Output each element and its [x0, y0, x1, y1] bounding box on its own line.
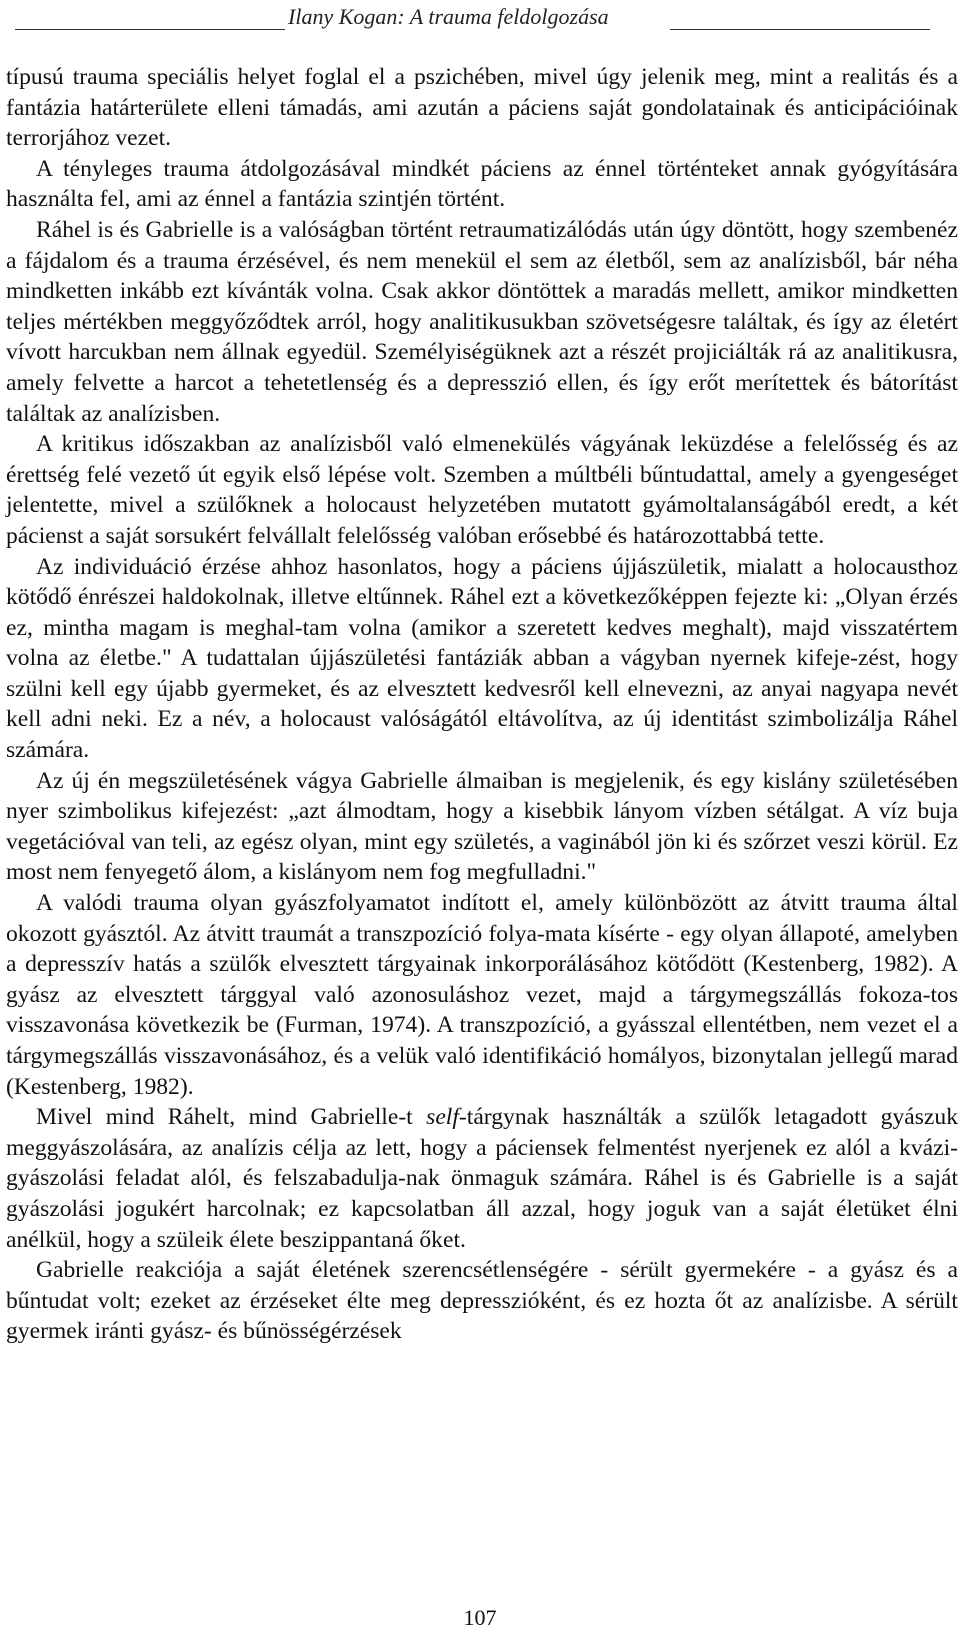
paragraph-8-before: Mivel mind Ráhelt, mind Gabrielle-t [36, 1104, 427, 1131]
body-text [6, 62, 958, 1347]
paragraph-7: A valódi trauma olyan gyászfolyamatot indított el, amely különbözött az átvitt trauma által okozott gyásztól. Az átvitt traumát a transzpozíció folya-mata kísérte - egy olyan állapoté, amelyben a depresszív hatás a szülők elvesztett tárgyainak inkorporálásához kötődött (Kestenberg, 1982). A gyász az elvesztett tárggyal való azonosuláshoz vezet, majd a tárgymegszállás fokoza-tos visszavonása következik be (Furman, 1974). A transzpozíció, a gyásszal ellentétben, nem vezet el a tárgymegszállás visszavonásához, és a velük való identifikáció homályos, bizonytalan jellegű marad (Kestenberg, 1982). [6, 890, 958, 1100]
header-rule-right [670, 29, 930, 30]
running-header [0, 4, 960, 34]
running-title: Ilany Kogan: A trauma feldolgozása [288, 4, 609, 29]
page-number: 107 [463, 1605, 497, 1630]
paragraph-5: Az individuáció érzése ahhoz hasonlatos, hogy a páciens újjászületik, mialatt a holocausthoz kötődő énrészei haldokolnak, illetve eltűnnek. Ráhel ezt a következőképpen fejezte ki: „Olyan érzés ez, mintha magam is meghal-tam volna (amikor a szeretett kedves meghalt), majd visszatértem volna az életbe." A tudattalan újjászületési fantáziák abban a vágyban nyernek kifeje-zést, hogy szülni kell egy újabb gyermeket, és az elvesztett kedvesről kell elnevezni, az anyai nagyapa nevét kell adni neki. Ez a név, a holocaust valóságától eltávolítva, az új identitást szimbolizálja Ráhel számára. [6, 553, 958, 764]
paragraph-4: A kritikus időszakban az analízisből való elmenekülés vágyának leküzdése a felelősség és az érettség felé vezető út egyik első lépése volt. Szemben a múltbéli bűntudattal, amely a gyengeséget jelentette, mivel a szülőknek a holocaust helyzetében mutatott gyámoltalanságából eredt, a két pácienst a saját sorsukért felvállalt felelősség valóban erősebbé és határozottabbá tette. [6, 431, 958, 549]
paragraph-2: A tényleges trauma átdolgozásával mindkét páciens az énnel történteket annak gyógyítására használta fel, ami az énnel a fantázia szintjén történt. [6, 155, 958, 213]
paragraph-9: Gabrielle reakciója a saját életének szerencsétlenségére - sérült gyermekére - a gyász és a bűntudat volt; ezeket az érzéseket élte meg depresszióként, és ez hozta őt az analízisbe. A sérült gyermek iránti gyász- és bűnösségérzések [6, 1257, 958, 1345]
italic-term: self [426, 1104, 459, 1131]
paragraph-6: Az új én megszületésének vágya Gabrielle álmaiban is megjelenik, és egy kislány születésében nyer szimbolikus kifejezést: „azt álmodtam, hogy a kisebbik lányom vízben sétálgat. A víz buja vegetációval van teli, az egész olyan, mint egy születés, a vaginából jön ki és szőrzet veszi körül. Ez most nem fenyegető álom, a kislányom nem fog megfulladni." [6, 767, 958, 886]
paragraph-1: típusú trauma speciális helyet foglal el a pszichében, mivel úgy jelenik meg, mint a realitás és a fantázia határterülete elleni támadás, ami azután a páciens saját gondolatainak és anticipációinak terrorjához vezet. [6, 64, 958, 152]
header-rule-left [15, 29, 285, 30]
paragraph-8 [6, 1102, 958, 1255]
paragraph-3: Ráhel is és Gabrielle is a valóságban történt retraumatizálódás után úgy döntött, hogy szembenéz a fájdalom és a trauma érzésével, és nem menekül el sem az életből, sem az analízisből, bár néha mindketten inkább ezt kívánták volna. Csak akkor döntöttek a maradás mellett, amikor mindketten teljes mértékben meggyőződtek arról, hogy analitikusukban szövetségesre találtak, és így az életért vívott harcukban nem állnak egyedül. Személyiségüknek azt a részét projiciálták rá az analitikusra, amely felvette a harcot a tehetetlenség és a depresszió ellen, és így erőt merítettek és bátorítást találtak az analízisben. [6, 216, 958, 427]
paragraph-8-after: -tárgynak használták a szülők letagadott gyászuk meggyászolására, az analízis célja az lett, hogy a páciensek felmentést nyerjenek ez alól a kvázi-gyászolási feladat alól, és felszabadulja-nak önmaguk számára. Ráhel is és Gabrielle is a saját gyászolási jogukért harcolnak; ez kapcsolatban áll azzal, hogy joguk van a saját életüket élni anélkül, hogy a szüleik élete beszippantaná őket. [6, 1104, 958, 1253]
